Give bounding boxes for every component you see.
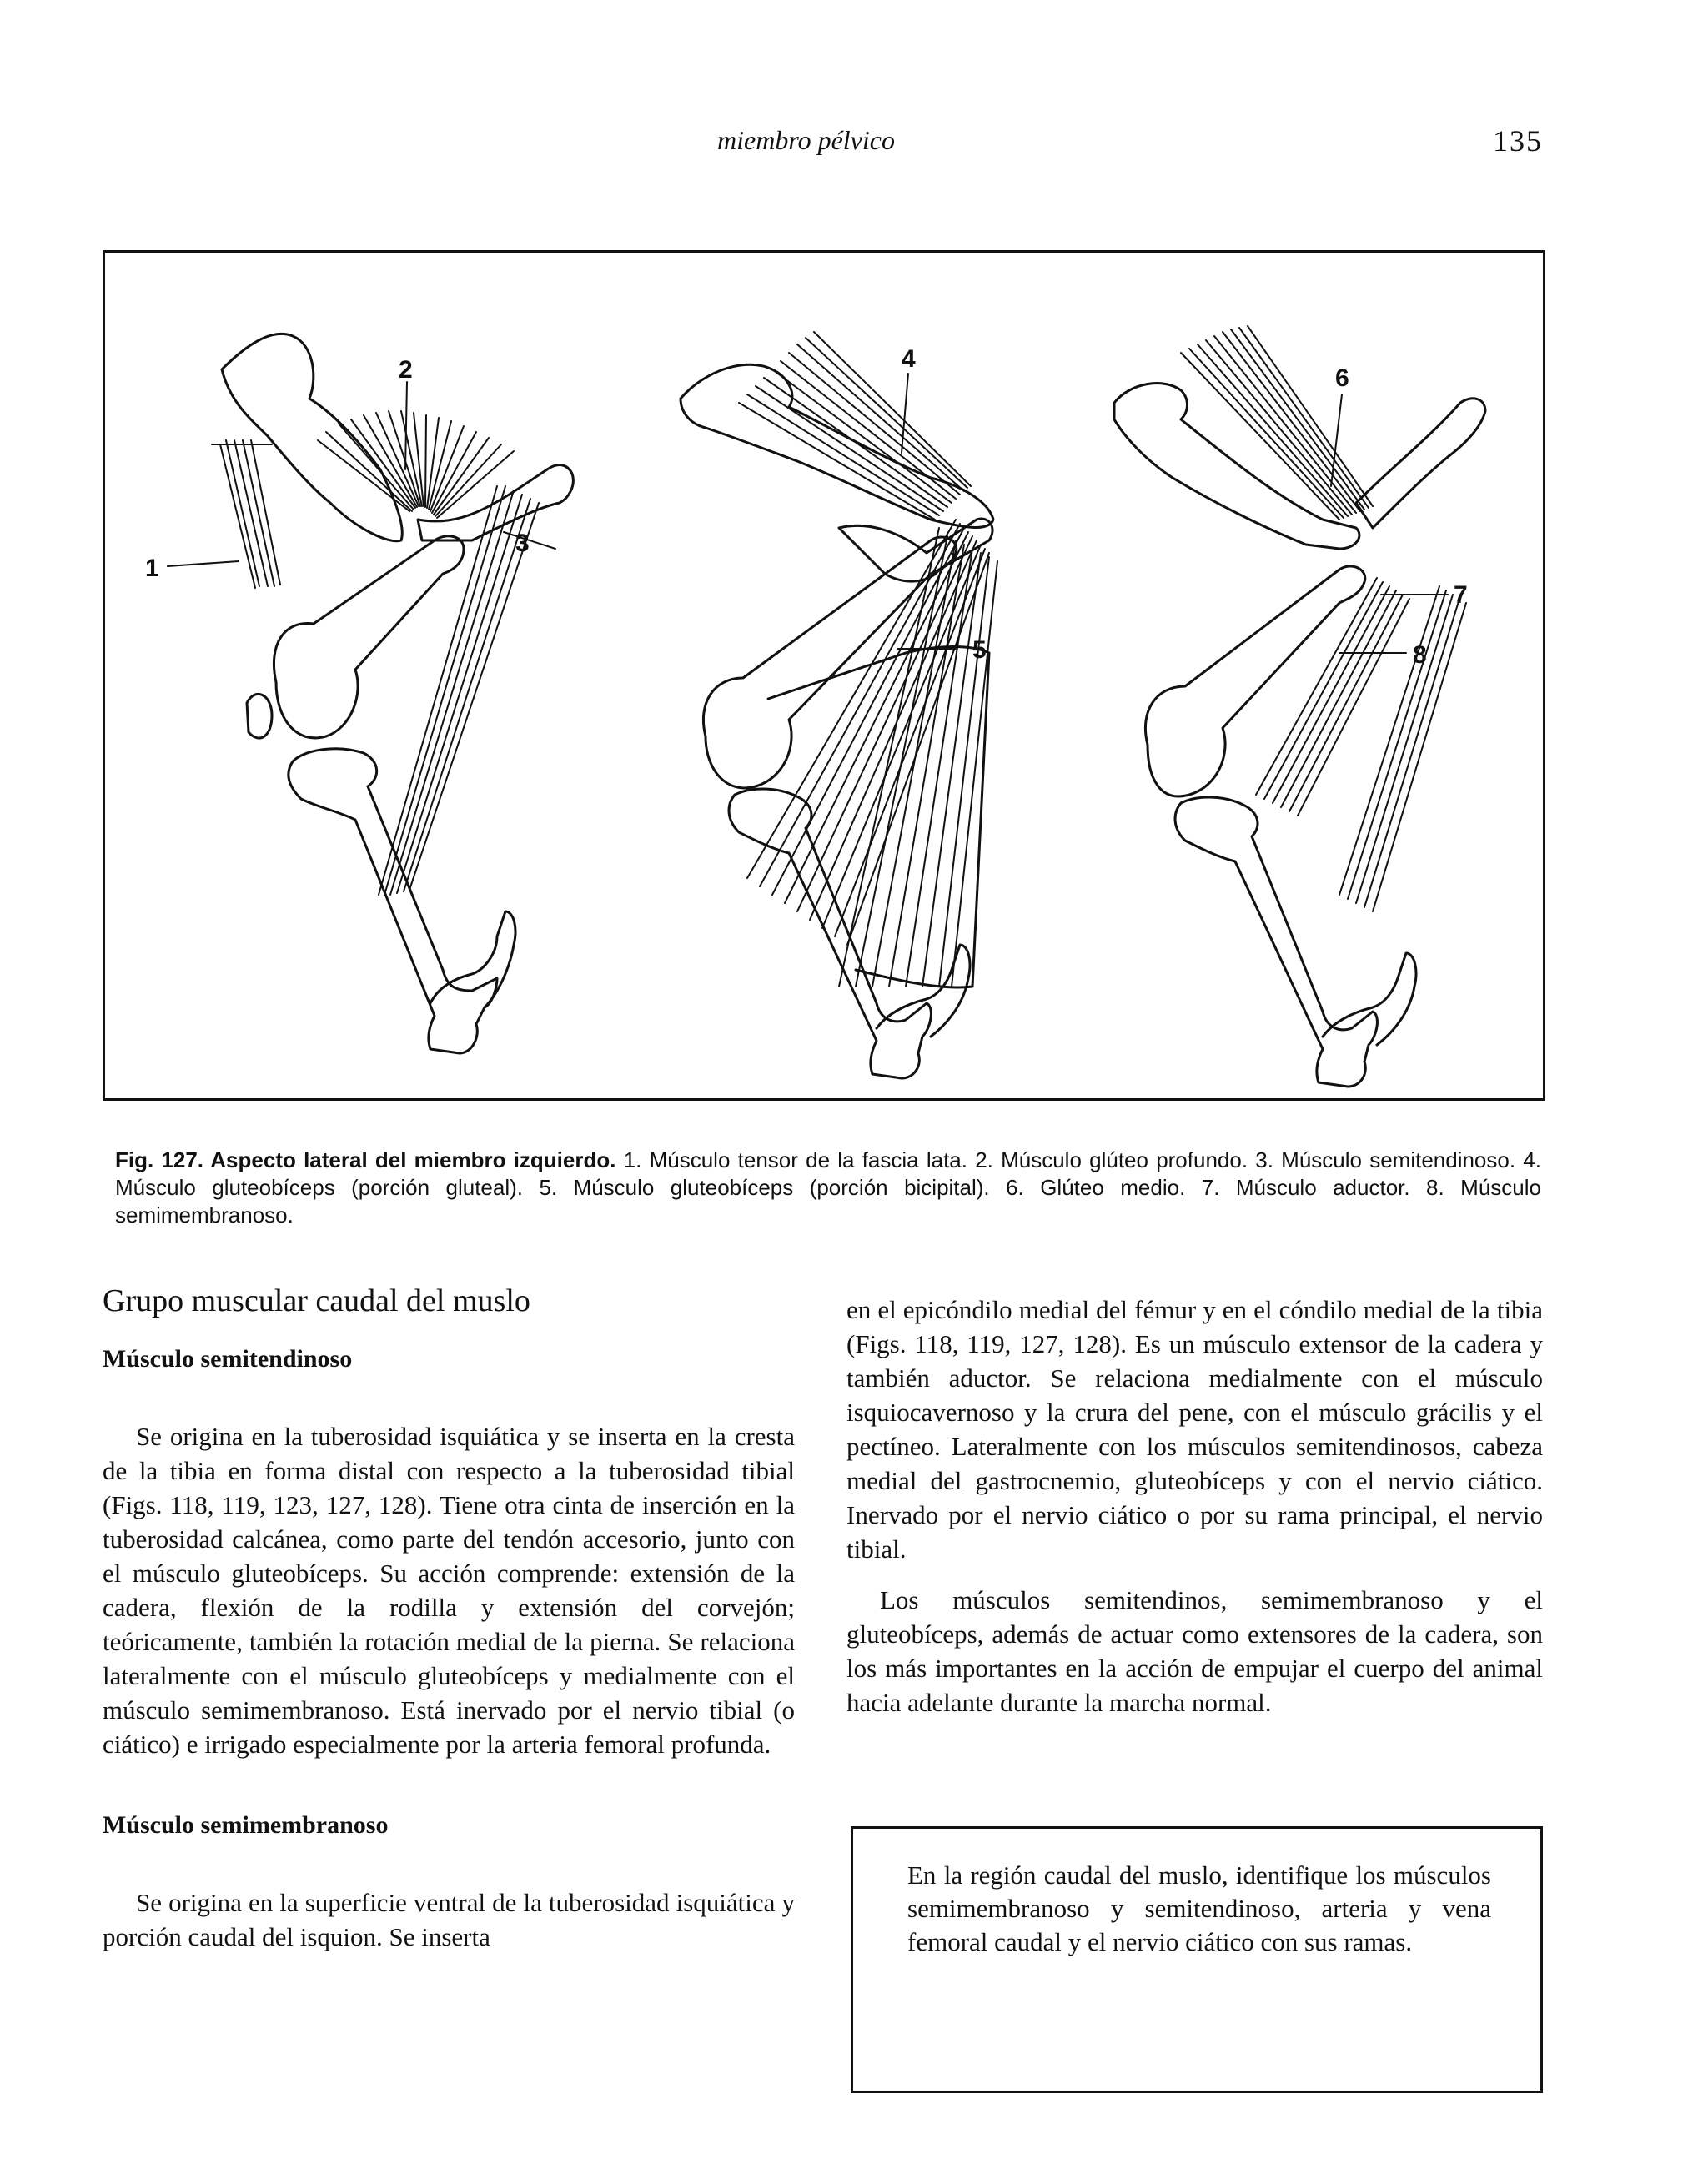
- figure-label-2: 2: [399, 356, 413, 384]
- paragraph-semimembranoso-cont: en el epicóndilo medial del fémur y en el cóndilo medial de la tibia (Figs. 118, 119, 127, 128). Es un músculo extensor de la cadera y también aductor. Se relaciona medialmente con el músculo isquiocavernoso y la crura del pene, con el músculo grácilis y el pectíneo. Lateralmente con los músculos semitendinosos, cabeza medial del gastrocnemio, gluteobíceps y con el nervio ciático. Inervado por el nervio ciático o por su rama principal, el nervio tibial.: [846, 1295, 1543, 1564]
- paragraph-summary: Los músculos semitendinos, semimembranoso y el gluteobíceps, además de actuar como extensores de la cadera, son los más importantes en la acción de empujar el cuerpo del animal hacia adelante durante la marcha normal.: [846, 1585, 1543, 1717]
- limb-drawing-2: [681, 332, 997, 1078]
- running-header-title: miembro pélvico: [717, 125, 895, 155]
- right-column: [846, 1293, 1543, 1736]
- figure-caption-lead: Fig. 127. Aspecto lateral del miembro izquierdo.: [115, 1147, 616, 1172]
- limb-drawing-3: [1114, 326, 1485, 1087]
- left-column: [103, 1284, 795, 1971]
- page-number: 135: [1493, 124, 1543, 158]
- exercise-note-text: En la región caudal del muslo, identifique los músculos semimembranoso y semitendinoso, arteria y vena femoral caudal y el nervio ciático con sus ramas.: [907, 1860, 1491, 1956]
- figure-label-5: 5: [972, 636, 987, 664]
- figure-label-6: 6: [1335, 364, 1349, 392]
- subheading-semimembranoso: Músculo semimembranoso: [103, 1811, 389, 1839]
- figure-caption: [115, 1147, 1541, 1229]
- paragraph-semitendinoso: Se origina en la tuberosidad isquiática y se inserta en la cresta de la tibia en forma distal con respecto a la tuberosidad tibial (Figs. 118, 119, 123, 127, 128). Tiene otra cinta de inserción en la tuberosidad calcánea, como parte del tendón accesorio, junto con el músculo gluteobíceps. Su acción comprende: extensión de la cadera, flexión de la rodilla y extensión del corvejón; teóricamente, también la rotación medial de la pierna. Se relaciona lateralmente con el músculo gluteobíceps y medialmente con el músculo semimembranoso. Está inervado por el nervio tibial (o ciático) e irrigado especialmente por la arteria femoral profunda.: [103, 1422, 795, 1759]
- subheading-semitendinoso: Músculo semitendinoso: [103, 1345, 353, 1373]
- figure-label-8: 8: [1413, 641, 1427, 669]
- figure-label-3: 3: [515, 530, 530, 557]
- figure-label-7: 7: [1454, 581, 1468, 609]
- figure-frame: [103, 250, 1545, 1101]
- limb-illustration: [105, 253, 1543, 1098]
- figure-caption-body: 1. Músculo tensor de la fascia lata. 2. Músculo glúteo profundo. 3. Músculo semitendinoso. 4. Músculo gluteobíceps (porción gluteal). 5. Músculo gluteobíceps (porción bicipital). 6. Glúteo medio. 7. Músculo aductor. 8. Músculo semimembranoso.: [115, 1147, 1541, 1228]
- paragraph-semimembranoso-start: Se origina en la superficie ventral de la tuberosidad isquiática y porción caudal del isquion. Se inserta: [103, 1888, 795, 1951]
- limb-drawing-1: [212, 334, 573, 1053]
- figure-label-4: 4: [902, 345, 916, 373]
- exercise-note-box: [851, 1826, 1543, 2093]
- figure-label-1: 1: [145, 555, 159, 582]
- section-heading: Grupo muscular caudal del muslo: [103, 1283, 530, 1318]
